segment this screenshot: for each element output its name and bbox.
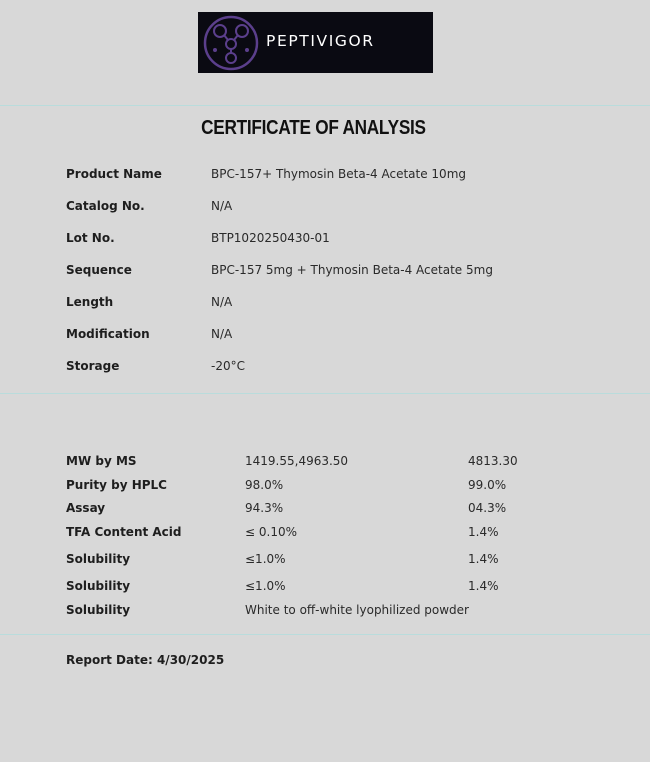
info-value-product-name: BPC-157+ Thymosin Beta-4 Acetate 10mg bbox=[211, 167, 466, 181]
result-value1-purity: 98.0% bbox=[245, 478, 284, 492]
result-value2-assay: 04.3% bbox=[468, 501, 507, 515]
result-label-solubility-3: Solubility bbox=[66, 603, 131, 617]
result-label-solubility-2: Solubility bbox=[66, 579, 131, 593]
result-label-mw: MW by MS bbox=[66, 454, 137, 468]
brand-name: PEPTIVIGOR bbox=[266, 32, 375, 50]
result-label-solubility-1: Solubility bbox=[66, 552, 131, 566]
result-value2-solubility-2: 1.4% bbox=[468, 579, 499, 593]
result-label-purity: Purity by HPLC bbox=[66, 478, 167, 492]
info-value-storage: -20°C bbox=[211, 359, 245, 373]
info-label-product-name: Product Name bbox=[66, 167, 162, 181]
section-divider bbox=[0, 393, 650, 394]
page-title: CERTIFICATE OF ANALYSIS bbox=[201, 117, 426, 139]
brand-logo bbox=[198, 12, 433, 73]
result-value1-mw: 1419.55,4963.50 bbox=[245, 454, 349, 468]
header-divider bbox=[0, 105, 650, 106]
info-label-lot-no: Lot No. bbox=[66, 231, 115, 245]
result-value1-solubility-1: ≤1.0% bbox=[245, 552, 286, 566]
result-value1-assay: 94.3% bbox=[245, 501, 284, 515]
info-value-sequence: BPC-157 5mg + Thymosin Beta-4 Acetate 5mg bbox=[211, 263, 493, 277]
result-value2-solubility-1: 1.4% bbox=[468, 552, 499, 566]
result-label-tfa: TFA Content Acid bbox=[66, 525, 182, 539]
report-date: Report Date: 4/30/2025 bbox=[66, 653, 225, 667]
info-label-sequence: Sequence bbox=[66, 263, 132, 277]
info-value-lot-no: BTP1020250430-01 bbox=[211, 231, 330, 245]
info-label-storage: Storage bbox=[66, 359, 120, 373]
result-value1-solubility-3: White to off-white lyophilized powder bbox=[245, 603, 469, 617]
molecule-emblem-icon bbox=[202, 14, 260, 72]
info-label-modification: Modification bbox=[66, 327, 150, 341]
result-value1-solubility-2: ≤1.0% bbox=[245, 579, 286, 593]
result-value2-mw: 4813.30 bbox=[468, 454, 518, 468]
info-label-length: Length bbox=[66, 295, 114, 309]
result-value1-tfa: ≤ 0.10% bbox=[245, 525, 297, 539]
result-value2-purity: 99.0% bbox=[468, 478, 507, 492]
info-value-catalog-no: N/A bbox=[211, 199, 233, 213]
info-label-catalog-no: Catalog No. bbox=[66, 199, 145, 213]
result-label-assay: Assay bbox=[66, 501, 106, 515]
footer-divider bbox=[0, 634, 650, 635]
result-value2-tfa: 1.4% bbox=[468, 525, 499, 539]
info-value-length: N/A bbox=[211, 295, 233, 309]
info-value-modification: N/A bbox=[211, 327, 233, 341]
